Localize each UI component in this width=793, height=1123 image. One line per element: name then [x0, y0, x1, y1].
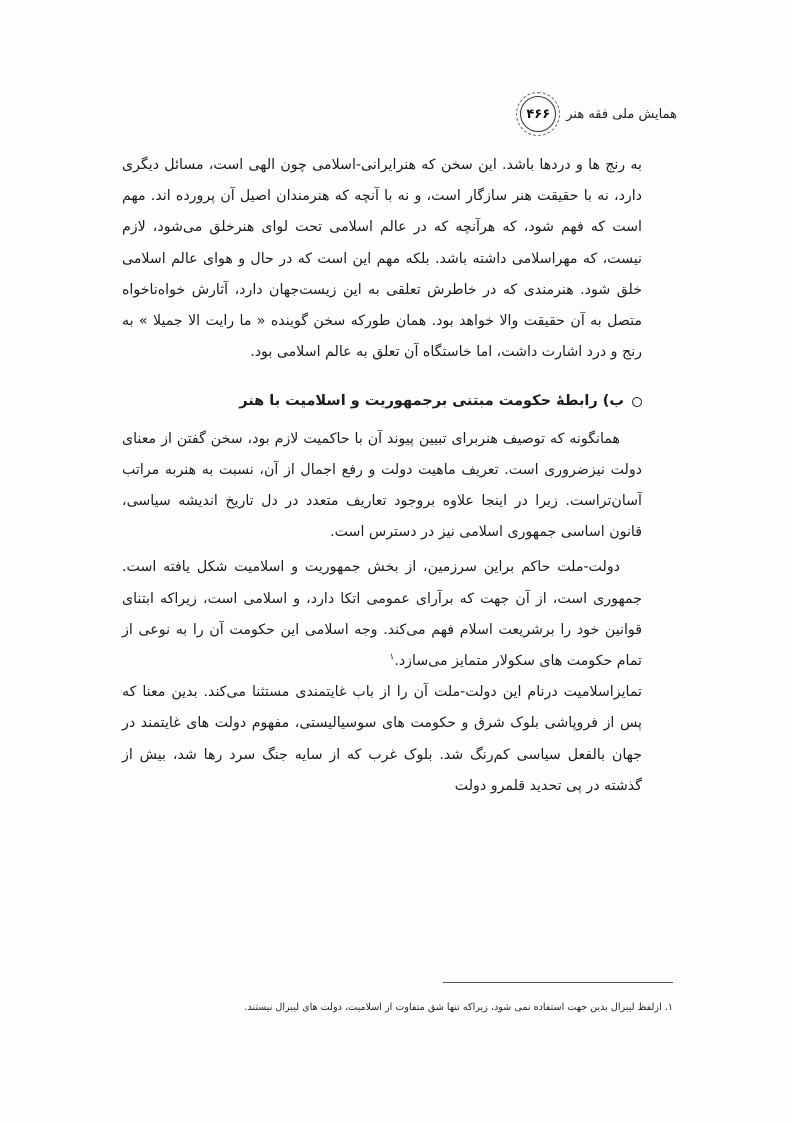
paragraph-nation-state — [122, 552, 642, 677]
footnote-divider — [443, 982, 673, 983]
running-header — [520, 96, 677, 132]
paragraph-nation-state-text: دولت-ملت حاکم براین سرزمین، از بخش جمهوریت و اسلامیت شکل یافته است. جمهوری است، از آن جهت که برآرای عمومی اتکا دارد، و اسلامی است، زیراکه ابتنای قوانین خود را برشریعت اسلام فهم می‌کند. وجه اسلامی این حکومت آن را به نوعی از تمام حکومت های سکولار متمایز می‌سازد. — [122, 559, 642, 670]
running-header-title: همایش ملی فقه هنر — [566, 106, 677, 122]
footnote-reference[interactable]: ۱ — [389, 652, 395, 663]
footnote: ۱. ازلفظ لیبرال بدین جهت استفاده نمی شود، زیراکه تنها شق متفاوت از اسلامیت، دولت های لیبرال نیستند. — [244, 1002, 673, 1013]
paragraph-intro: به رنج ها و دردها باشد. این سخن که هنرایرانی-اسلامی چون الهی است، مسائل دیگری دارد، نه با حقیقت هنر سازگار است، و نه با آنچه که هنرمندان اصیل آن پرورده اند. مهم است که فهم شود، که هرآنچه که در عالم اسلامی تحت لوای هنرخلق می‌شود، لازم نیست، که مهراسلامی داشته باشد. بلکه مهم این است که در حال و هوای عالم اسلامی خلق شود. هنرمندی که در خاطرش تعلقی به این زیست‌جهان دارد، آثارش خواه‌ناخواه متصل به آن حقیقت والا خواهد بود. همان طورکه سخن گوینده « ما رایت الا جمیلا » به رنج و درد اشارت داشت، اما خاستگاه آن تعلق به عالم اسلامی بود. — [122, 157, 642, 361]
page-number: ۴۶۶ — [526, 106, 551, 122]
circle-bullet-icon — [632, 397, 642, 407]
page-number-badge — [520, 96, 556, 132]
paragraph-teleology: تمایزاسلامیت درنام این دولت-ملت آن را از باب غایتمندی مستثنا می‌کند. بدین معنا که پس از فروپاشی بلوک شرق و حکومت های سوسیالیستی، مفهوم دولت های غایتمند در جهان بالفعل سیاسی کم‌رنگ شد. بلوک غرب که از سایه جنگ سرد رها شد، بیش از گذشته در پی تحدید قلمرو دولت — [122, 684, 642, 794]
paragraph-state-definition: همانگونه که توصیف هنربرای تبیین پیوند آن با حاکمیت لازم بود، سخن گفتن از معنای دولت نیزضروری است. تعریف ماهیت دولت و رفع اجمال از آن، نسبت به هنربه مراتب آسان‌تراست. زیرا در اینجا علاوه بروجود تعاریف متعدد در دل تاریخ اندیشه سیاسی، قانون اساسی جمهوری اسلامی نیز در دسترس است. — [122, 430, 642, 541]
section-heading-text: ب) رابطۀ حکومت مبتنی برجمهوریت و اسلامیت با هنر — [239, 393, 624, 410]
main-text — [122, 150, 642, 802]
section-heading — [122, 386, 642, 417]
